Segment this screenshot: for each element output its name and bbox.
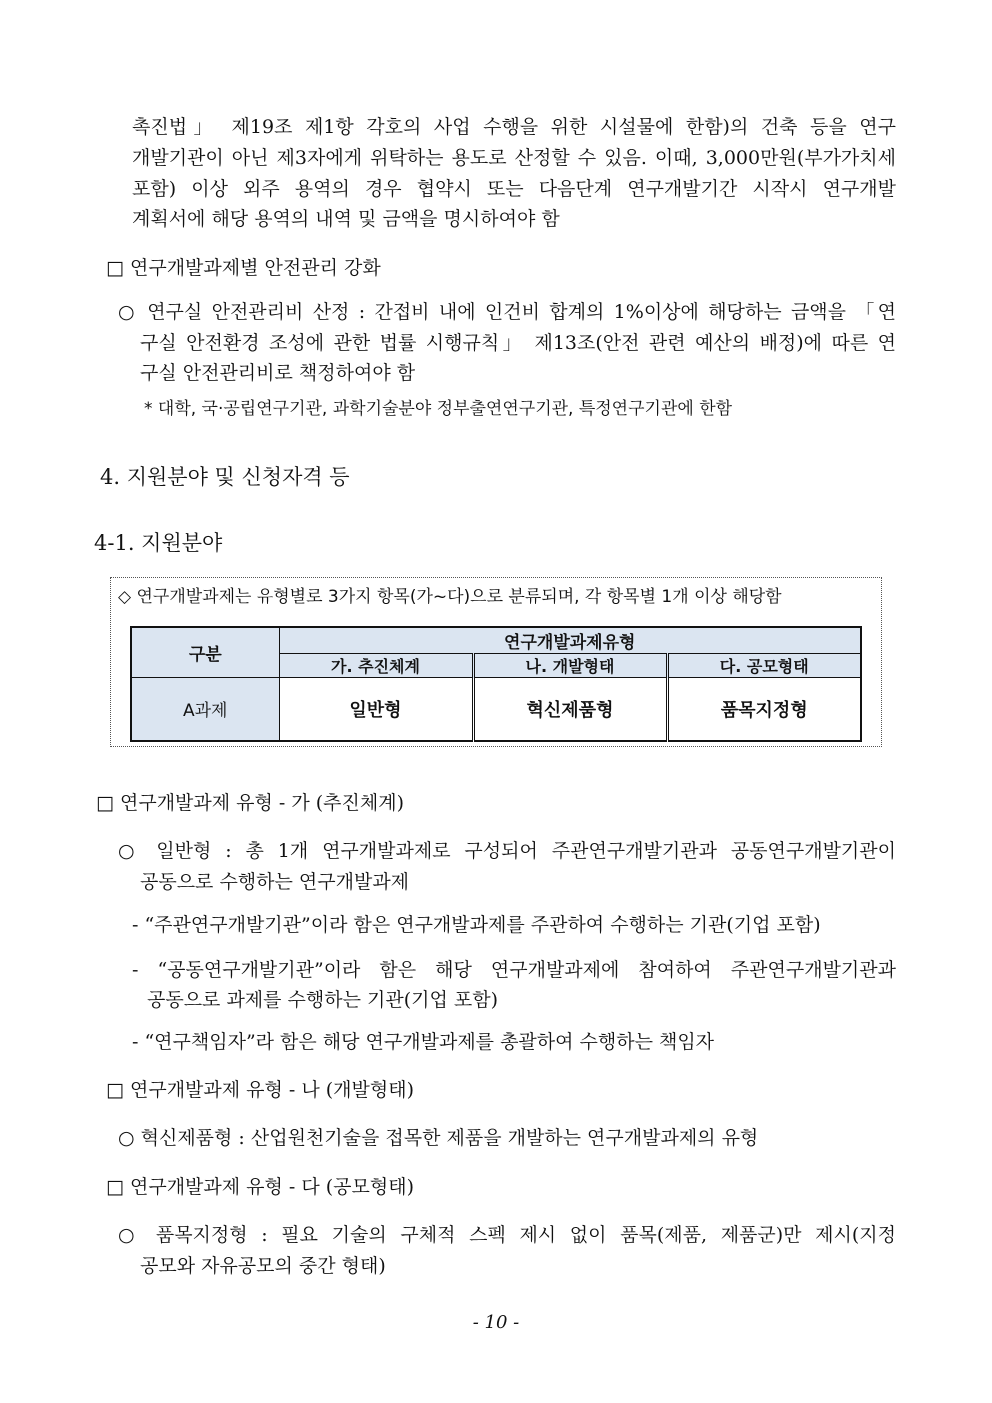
para-line: 촉진법」 제19조 제1항 각호의 사업 수행을 위한 시설물에 한함)의 건축 등을 연구 [132, 116, 897, 138]
para-line: 개발기관이 아닌 제3자에게 위탁하는 용도로 산정할 수 있음. 이때, 3,000만원(부가가치세 [132, 147, 896, 169]
table-cell: 품목지정형 [667, 678, 861, 741]
section-title: 4. 지원분야 및 신청자격 등 [100, 465, 350, 489]
dash-line: 공동으로 과제를 수행하는 기관(기업 포함) [147, 989, 499, 1011]
section-heading-type-na: □ 연구개발과제 유형 - 나 (개발형태) [106, 1079, 414, 1101]
col-header: 구분 [131, 627, 279, 678]
footnote: * 대학, 국·공립연구기관, 과학기술분야 정부출연연구기관, 특정연구기관에 한함 [144, 399, 733, 419]
section-heading-safety: □ 연구개발과제별 안전관리 강화 [106, 257, 381, 279]
para-line: 계획서에 해당 용역의 내역 및 금액을 명시하여야 함 [132, 208, 560, 230]
box-note: ◇ 연구개발과제는 유형별로 3가지 항목(가~다)으로 분류되며, 각 항목별 1개 이상 해당함 [118, 587, 782, 607]
dash-line: - “연구책임자”라 함은 해당 연구개발과제를 총괄하여 수행하는 책임자 [132, 1031, 715, 1053]
section-heading-type-ga: □ 연구개발과제 유형 - 가 (추진체계) [96, 792, 404, 814]
bullet-line: ○ 일반형 : 총 1개 연구개발과제로 구성되어 주관연구개발기관과 공동연구개발기관이 [118, 840, 896, 862]
subsection-title: 4-1. 지원분야 [94, 531, 223, 555]
bullet-line: ○ 혁신제품형 : 산업원천기술을 접목한 제품을 개발하는 연구개발과제의 유형 [118, 1127, 759, 1149]
para-line: 포함) 이상 외주 용역의 경우 협약시 또는 다음단계 연구개발기간 시작시 연구개발 [132, 178, 896, 200]
section-heading-type-da: □ 연구개발과제 유형 - 다 (공모형태) [106, 1176, 414, 1198]
sub-header: 가. 추진체계 [279, 654, 473, 678]
group-header: 연구개발과제유형 [279, 627, 861, 654]
bullet-line: 구실 안전환경 조성에 관한 법률 시행규칙」 제13조(안전 관련 예산의 배정)에 따른 연 [140, 332, 896, 354]
sub-header: 다. 공모형태 [667, 654, 861, 678]
sub-header: 나. 개발형태 [473, 654, 667, 678]
bullet-line: ○ 연구실 안전관리비 산정 : 간접비 내에 인건비 합계의 1%이상에 해당하는 금액을 「연 [118, 301, 896, 323]
bullet-line: 공모와 자유공모의 중간 형태) [140, 1255, 386, 1277]
bullet-line: 구실 안전관리비로 책정하여야 함 [140, 362, 416, 384]
bullet-line: ○ 품목지정형 : 필요 기술의 구체적 스펙 제시 없이 품목(제품, 제품군)만 제시(지정 [118, 1224, 896, 1246]
type-table [130, 626, 862, 742]
row-label: A과제 [131, 678, 279, 741]
dash-line: - “주관연구개발기관”이라 함은 연구개발과제를 주관하여 수행하는 기관(기업 포함) [132, 914, 821, 936]
page-number: - 10 - [472, 1312, 520, 1333]
bullet-line: 공동으로 수행하는 연구개발과제 [140, 871, 410, 893]
table-cell: 혁신제품형 [473, 678, 667, 741]
dash-line: - “공동연구개발기관”이라 함은 해당 연구개발과제에 참여하여 주관연구개발기관과 [132, 959, 896, 981]
table-cell: 일반형 [279, 678, 473, 741]
